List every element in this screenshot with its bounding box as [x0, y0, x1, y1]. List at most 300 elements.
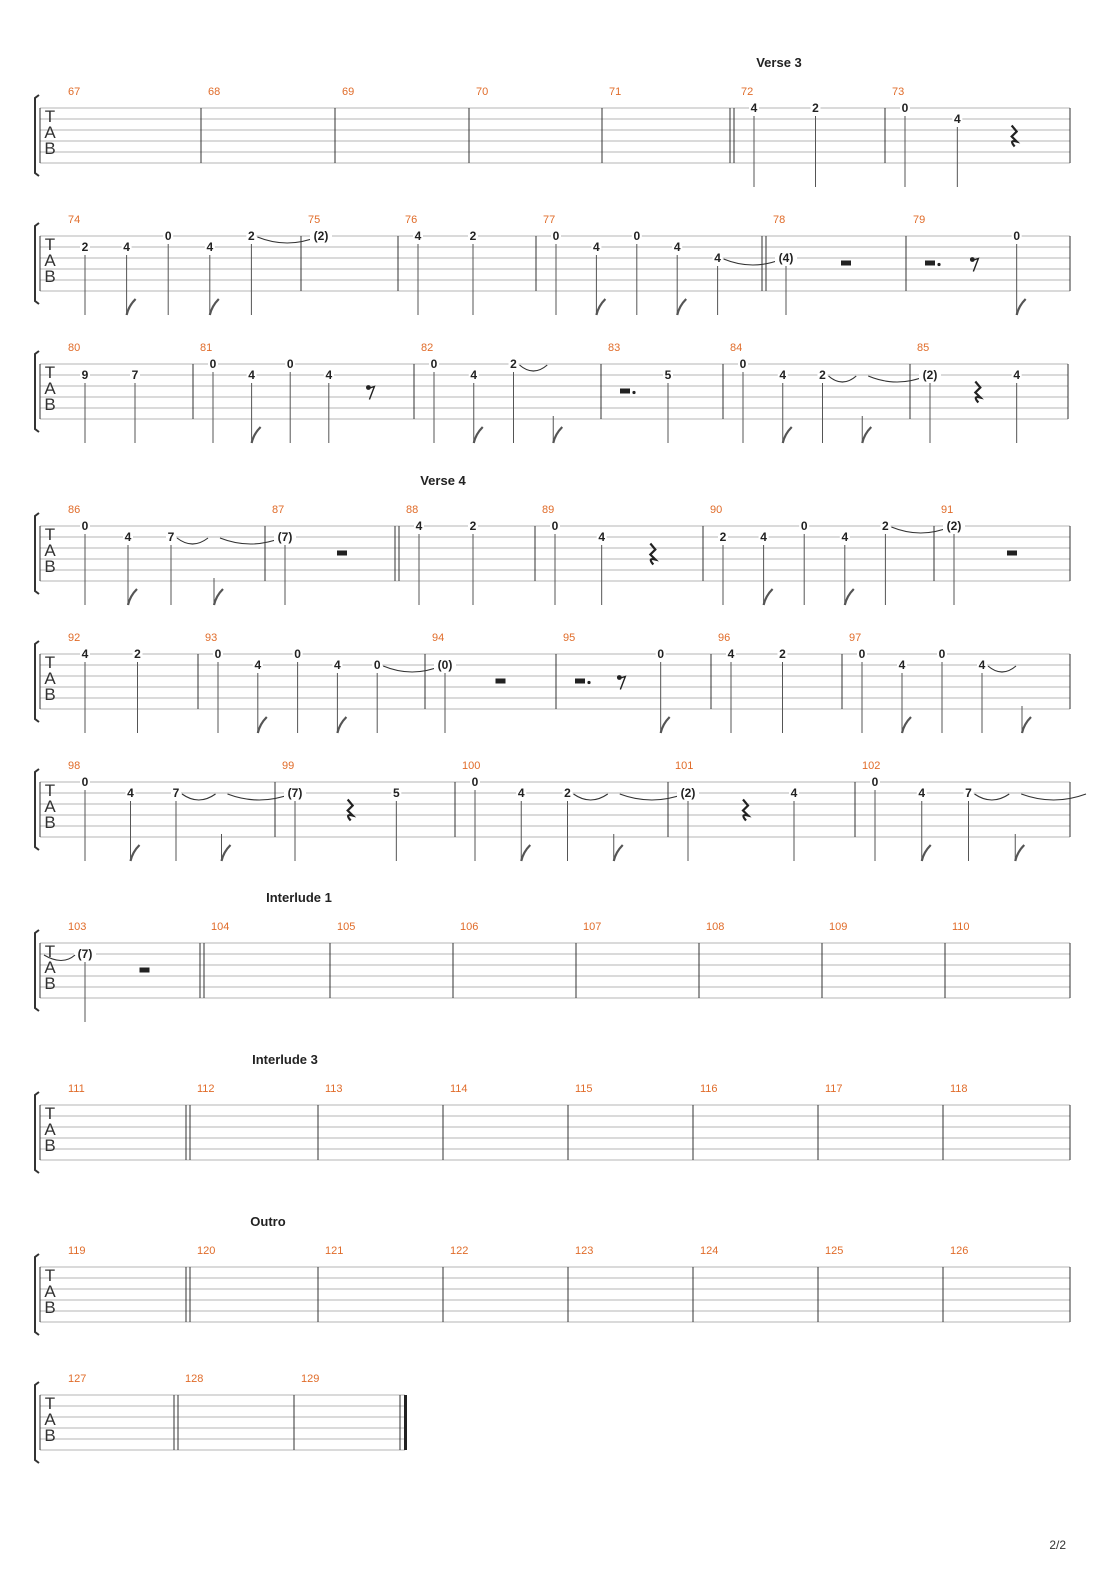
fret-number: 4	[123, 240, 130, 254]
fret-number: 2	[81, 240, 89, 254]
eighth-flag	[222, 845, 231, 861]
tie-arc	[975, 794, 1010, 800]
measure	[849, 632, 1031, 733]
tab-clef-letter: T	[44, 1266, 56, 1285]
eighth-flag	[474, 427, 483, 443]
fret-number: 4	[415, 519, 423, 533]
tie-arc	[257, 237, 317, 243]
tab-clef-letter: B	[44, 1298, 56, 1317]
tab-clef-letter: A	[44, 1120, 56, 1139]
measure-number: 71	[609, 86, 622, 98]
tab-clef-letter: T	[44, 781, 56, 800]
measure	[44, 921, 150, 1022]
fret-number: 0	[471, 775, 479, 789]
tie-arc	[891, 527, 950, 533]
measure-number: 91	[941, 504, 954, 516]
fret-number: 0	[938, 647, 946, 661]
eighth-flag	[845, 589, 854, 605]
fret-number: 4	[760, 530, 767, 544]
measure	[476, 86, 488, 98]
system-bracket	[35, 95, 39, 176]
measure	[730, 86, 821, 187]
measure-number: 108	[706, 921, 725, 933]
fret-number: 9	[81, 368, 89, 382]
section-label: Outro	[250, 1214, 286, 1229]
measure	[342, 86, 354, 98]
fret-number: 0	[214, 647, 222, 661]
measure	[730, 342, 926, 443]
measure-number: 82	[421, 342, 434, 354]
quarter-rest	[975, 382, 980, 403]
measure-number: 85	[917, 342, 930, 354]
fret-number: 5	[664, 368, 672, 382]
fret-number: 2	[564, 786, 571, 800]
measure	[825, 1245, 843, 1257]
measure-number: 77	[543, 214, 556, 226]
measure-number: 127	[68, 1373, 87, 1385]
fret-number: 2	[469, 229, 477, 243]
measure-number: 87	[272, 504, 285, 516]
system-bracket	[35, 351, 39, 432]
fret-number: 4	[414, 229, 422, 243]
measure	[68, 1245, 86, 1257]
tab-clef-letter: T	[44, 653, 56, 672]
eighth-flag	[128, 589, 137, 605]
fret-number: 4	[1013, 368, 1021, 382]
eighth-rest	[368, 387, 374, 400]
system-bracket	[35, 930, 39, 1011]
eighth-flag	[902, 717, 911, 733]
eighth-flag	[596, 299, 605, 315]
fret-number: 0	[871, 775, 879, 789]
fret-number: 0	[739, 357, 747, 371]
measure-number: 109	[829, 921, 848, 933]
tab-clef-letter: B	[44, 813, 56, 832]
tie-arc	[520, 365, 548, 371]
eighth-flag	[783, 427, 792, 443]
measure-number: 110	[952, 921, 970, 933]
measure-number: 102	[862, 760, 881, 772]
measure	[563, 632, 670, 733]
measure-number: 81	[200, 342, 213, 354]
tab-clef-letter: T	[44, 942, 56, 961]
measure	[608, 342, 673, 443]
fret-number: 2	[779, 647, 786, 661]
measure	[583, 921, 601, 933]
tab-system	[35, 760, 1086, 861]
measure-number: 80	[68, 342, 81, 354]
measure-number: 88	[406, 504, 419, 516]
tab-clef-letter: B	[44, 974, 56, 993]
measure-number: 121	[325, 1245, 344, 1257]
measure	[68, 342, 140, 443]
quarter-rest	[650, 544, 655, 565]
measure	[421, 342, 562, 443]
tie-arc	[182, 794, 216, 800]
measure	[829, 921, 847, 933]
fret-number: 4	[841, 530, 849, 544]
measure	[950, 1083, 968, 1095]
measure	[675, 760, 799, 861]
eighth-rest	[972, 259, 978, 272]
fret-number: 4	[673, 240, 681, 254]
tab-system	[35, 1052, 1070, 1173]
fret-number: 4	[127, 786, 134, 800]
section-label: Verse 3	[756, 55, 802, 70]
fret-number: 2	[510, 357, 517, 371]
measure	[542, 504, 655, 605]
fret-number: (7)	[277, 530, 293, 544]
measure	[941, 504, 1017, 605]
fret-number: 2	[812, 101, 819, 115]
eighth-flag	[258, 717, 267, 733]
fret-number: 7	[965, 786, 972, 800]
measure	[575, 1083, 593, 1095]
tab-system	[35, 1214, 1070, 1335]
fret-number: 2	[248, 229, 255, 243]
fret-number: 4	[325, 368, 333, 382]
eighth-flag	[131, 845, 140, 861]
fret-number: 4	[978, 658, 986, 672]
measure	[952, 921, 970, 933]
measure	[205, 632, 441, 733]
fret-number: 0	[800, 519, 808, 533]
system-bracket	[35, 641, 39, 722]
fret-number: 4	[598, 530, 606, 544]
fret-number: 2	[134, 647, 141, 661]
fret-number: 0	[164, 229, 172, 243]
tab-clef-letter: B	[44, 267, 56, 286]
quarter-rest	[348, 800, 353, 821]
fret-number: 0	[901, 101, 909, 115]
fret-number: 0	[373, 658, 381, 672]
fret-number: 2	[469, 519, 477, 533]
measure	[405, 214, 478, 315]
dotted-half-rest	[620, 389, 630, 394]
tab-clef-letter: A	[44, 123, 56, 142]
measure-number: 101	[675, 760, 694, 772]
half-rest	[841, 261, 851, 266]
measure	[700, 1083, 718, 1095]
rest-dot	[587, 681, 590, 684]
measure	[200, 342, 374, 443]
measure-number: 84	[730, 342, 743, 354]
eighth-flag	[1022, 717, 1031, 733]
measure-number: 114	[450, 1083, 468, 1095]
measure-number: 104	[211, 921, 230, 933]
measure	[575, 1245, 593, 1257]
eighth-flag	[553, 427, 562, 443]
tab-system	[35, 342, 1068, 443]
measure-number: 120	[197, 1245, 216, 1257]
tab-clef-letter: B	[44, 1426, 56, 1445]
measure	[68, 632, 143, 733]
tab-system	[35, 214, 1070, 315]
fret-number: 4	[593, 240, 600, 254]
measure	[718, 632, 788, 733]
measure-number: 90	[710, 504, 723, 516]
fret-number: 0	[294, 647, 301, 661]
measure-number: 73	[892, 86, 905, 98]
tie-arc	[1021, 794, 1086, 800]
rest-dot	[632, 391, 635, 394]
measure-number: 98	[68, 760, 81, 772]
tie-arc	[383, 666, 441, 672]
measure	[395, 504, 478, 605]
tab-clef-letter: A	[44, 251, 56, 270]
fret-number: (2)	[946, 519, 962, 533]
measure-number: 69	[342, 86, 355, 98]
measure-number: 89	[542, 504, 555, 516]
fret-number: (4)	[778, 251, 794, 265]
tie-arc	[574, 794, 608, 800]
measure-number: 68	[208, 86, 221, 98]
fret-number: 2	[882, 519, 889, 533]
fret-number: 4	[898, 658, 906, 672]
fret-number: 2	[819, 368, 826, 382]
measure-number: 105	[337, 921, 356, 933]
measure	[308, 214, 332, 243]
fret-number: 7	[167, 530, 175, 544]
measure-number: 103	[68, 921, 87, 933]
measure-number: 67	[68, 86, 81, 98]
fret-number: (2)	[922, 368, 938, 382]
measure	[208, 86, 220, 98]
fret-number: 4	[81, 647, 89, 661]
measure-number: 112	[197, 1083, 215, 1095]
fret-number: 4	[750, 101, 758, 115]
measure	[710, 504, 950, 605]
measure	[462, 760, 684, 861]
half-rest	[337, 551, 347, 556]
measure-number: 72	[741, 86, 754, 98]
measure-number: 95	[563, 632, 576, 644]
section-label: Interlude 1	[266, 890, 332, 905]
eighth-flag	[922, 845, 931, 861]
tie-arc	[220, 538, 281, 544]
measure	[700, 1245, 718, 1257]
measure-number: 79	[913, 214, 926, 226]
measure	[543, 214, 782, 315]
system-bracket	[35, 1092, 39, 1173]
measure	[609, 86, 621, 98]
fret-number: (2)	[313, 229, 329, 243]
measure-number: 86	[68, 504, 81, 516]
fret-number: (7)	[287, 786, 303, 800]
fret-number: 4	[727, 647, 735, 661]
system-bracket	[35, 513, 39, 594]
fret-number: 0	[286, 357, 294, 371]
fret-number: 0	[430, 357, 438, 371]
tab-clef-letter: T	[44, 107, 56, 126]
fret-number: 0	[552, 229, 560, 243]
eighth-flag	[337, 717, 346, 733]
measure-number: 78	[773, 214, 786, 226]
eighth-rest	[619, 677, 625, 690]
fret-number: 0	[1013, 229, 1021, 243]
eighth-flag	[614, 845, 623, 861]
measure-number: 115	[575, 1083, 593, 1095]
measure	[762, 214, 851, 315]
measure	[460, 921, 478, 933]
fret-number: 2	[719, 530, 727, 544]
eighth-flag	[127, 299, 136, 315]
measure	[325, 1245, 343, 1257]
tie-arc	[829, 376, 857, 382]
measure	[68, 760, 291, 861]
measure	[913, 214, 1026, 315]
tab-clef-letter: A	[44, 797, 56, 816]
system-bracket	[35, 769, 39, 850]
fret-number: 0	[657, 647, 665, 661]
measure	[68, 86, 80, 98]
tie-arc	[620, 794, 684, 800]
fret-number: 4	[779, 368, 787, 382]
fret-number: 4	[124, 530, 132, 544]
eighth-flag	[1015, 845, 1024, 861]
measure	[325, 1083, 343, 1095]
dotted-half-rest	[575, 679, 585, 684]
measure-number: 93	[205, 632, 218, 644]
measure-number: 76	[405, 214, 418, 226]
section-label: Verse 4	[420, 473, 466, 488]
measure-number: 83	[608, 342, 621, 354]
measure-number: 74	[68, 214, 81, 226]
tab-system	[35, 632, 1070, 733]
quarter-rest	[743, 800, 748, 821]
eighth-flag	[214, 589, 223, 605]
section-label: Interlude 3	[252, 1052, 318, 1067]
tab-clef-letter: A	[44, 958, 56, 977]
tab-clef-letter: A	[44, 541, 56, 560]
fret-number: (7)	[77, 947, 93, 961]
measure	[892, 86, 1017, 187]
fret-number: 5	[392, 786, 400, 800]
tab-system	[35, 55, 1070, 187]
measure-number: 75	[308, 214, 321, 226]
measure-number: 70	[476, 86, 489, 98]
tab-clef-letter: A	[44, 379, 56, 398]
eighth-flag	[521, 845, 530, 861]
fret-number: 4	[953, 112, 961, 126]
fret-number: 4	[714, 251, 721, 265]
fret-number: 4	[918, 786, 926, 800]
measure	[68, 504, 281, 605]
fret-number: (2)	[680, 786, 696, 800]
measure-number: 122	[450, 1245, 469, 1257]
tab-clef-letter: A	[44, 1410, 56, 1429]
measure-number: 125	[825, 1245, 844, 1257]
rest-dot	[937, 263, 940, 266]
measure-number: 117	[825, 1083, 843, 1095]
fret-number: 4	[790, 786, 798, 800]
tab-clef-letter: B	[44, 139, 56, 158]
system-bracket	[35, 1382, 39, 1463]
tab-system	[35, 473, 1070, 605]
measure-number: 119	[68, 1245, 86, 1257]
measure	[450, 1083, 468, 1095]
eighth-flag	[764, 589, 773, 605]
measure-number: 123	[575, 1245, 594, 1257]
eighth-flag	[661, 717, 670, 733]
eighth-flag	[210, 299, 219, 315]
measure-number: 118	[950, 1083, 968, 1095]
measure-number: 94	[432, 632, 445, 644]
measure	[450, 1245, 468, 1257]
measure	[68, 1083, 85, 1095]
measure	[68, 1373, 86, 1385]
fret-number: 0	[209, 357, 217, 371]
tie-arc	[177, 538, 208, 544]
tie-arc	[868, 376, 926, 382]
system-bracket	[35, 1254, 39, 1335]
half-rest	[1007, 551, 1017, 556]
measure	[706, 921, 724, 933]
fret-number: 4	[470, 368, 478, 382]
system-bracket	[35, 223, 39, 304]
fret-number: 0	[81, 775, 89, 789]
measure	[862, 760, 1086, 861]
measure-number: 106	[460, 921, 479, 933]
fret-number: 4	[254, 658, 262, 672]
tab-system	[35, 890, 1070, 1022]
fret-number: 0	[551, 519, 559, 533]
final-barline-thick	[404, 1395, 407, 1450]
tab-clef-letter: T	[44, 1394, 56, 1413]
measure-number: 124	[700, 1245, 719, 1257]
measure-number: 107	[583, 921, 602, 933]
measure-number: 128	[185, 1373, 204, 1385]
fret-number: 4	[517, 786, 525, 800]
measure-number: 100	[462, 760, 481, 772]
tab-clef-letter: A	[44, 1282, 56, 1301]
measure-number: 99	[282, 760, 295, 772]
measure	[432, 632, 506, 733]
tab-clef-letter: A	[44, 669, 56, 688]
tab-clef-letter: T	[44, 363, 56, 382]
half-rest	[140, 968, 150, 973]
tab-system	[35, 1373, 407, 1463]
measure-number: 126	[950, 1245, 969, 1257]
fret-number: 0	[633, 229, 641, 243]
eighth-flag	[252, 427, 261, 443]
tab-clef-letter: B	[44, 557, 56, 576]
measure	[950, 1245, 968, 1257]
tie-arc	[228, 794, 292, 800]
tie-arc	[988, 666, 1016, 672]
measure-number: 97	[849, 632, 862, 644]
tie-arc	[724, 259, 782, 265]
tab-clef-letter: T	[44, 1104, 56, 1123]
dotted-half-rest	[925, 261, 935, 266]
fret-number: (0)	[437, 658, 453, 672]
measure-number: 96	[718, 632, 731, 644]
tab-clef-letter: T	[44, 235, 56, 254]
quarter-rest	[1012, 126, 1017, 147]
fret-number: 0	[858, 647, 866, 661]
measure-number: 113	[325, 1083, 343, 1095]
fret-number: 7	[172, 786, 180, 800]
eighth-flag	[862, 427, 871, 443]
measure	[68, 214, 317, 315]
measure	[301, 1373, 407, 1450]
fret-number: 4	[206, 240, 214, 254]
tab-clef-letter: B	[44, 1136, 56, 1155]
tab-clef-letter: B	[44, 395, 56, 414]
half-rest	[496, 679, 506, 684]
measure-number: 111	[68, 1083, 85, 1095]
tab-clef-letter: T	[44, 525, 56, 544]
